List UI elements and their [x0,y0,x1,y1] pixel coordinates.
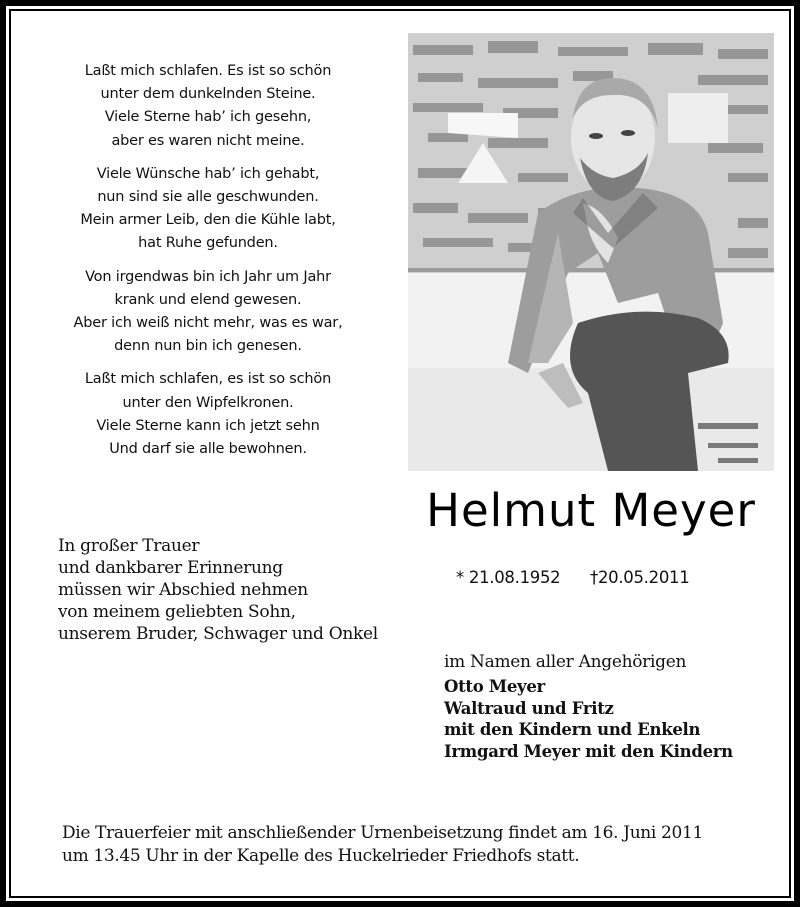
poem-stanza-3 [40,266,376,359]
poem-stanza-4 [40,368,376,461]
poem-line: Von irgendwas bin ich Jahr um Jahr [85,268,331,285]
ceremony-notice [62,822,703,868]
ceremony-line: Die Trauerfeier mit anschließender Urnenbeisetzung findet am 16. Juni 2011 [62,823,703,843]
poem-line: Mein armer Leib, den die Kühle labt, [80,212,336,229]
deceased-name: Helmut Meyer [426,484,756,537]
family-member: Otto Meyer [444,677,545,696]
poem-line: Und darf sie alle bewohnen. [109,441,307,458]
poem-line: aber es waren nicht meine. [111,132,305,149]
death-date: †20.05.2011 [590,568,690,587]
poem-line: Laßt mich schlafen, es ist so schön [84,371,332,388]
mourning-line: unserem Bruder, Schwager und Onkel [58,624,378,644]
mourning-line: und dankbarer Erinnerung [58,558,283,578]
poem-line: Viele Sterne kann ich jetzt sehn [96,417,320,434]
family-member: Waltraud und Fritz [444,698,614,718]
poem [40,60,376,471]
mourning-line: müssen wir Abschied nehmen [58,580,308,600]
family-names [444,676,733,762]
poem-line: Viele Wünsche hab’ ich gehabt, [96,165,320,182]
family-member: mit den Kindern und Enkeln [444,720,701,739]
poem-line: hat Ruhe gefunden. [138,235,278,252]
poem-line: nun sind sie alle geschwunden. [97,189,319,206]
poem-line: Laßt mich schlafen. Es ist so schön [84,63,332,79]
signatures-intro: im Namen aller Angehörigen [444,652,687,672]
family-member: Irmgard Meyer mit den Kindern [444,741,733,761]
poem-stanza-2 [40,163,376,256]
poem-line: krank und elend gewesen. [114,291,302,308]
mourning-line: In großer Trauer [58,536,200,556]
mourning-line: von meinem geliebten Sohn, [58,602,296,622]
poem-stanza-1 [40,60,376,153]
portrait-photo [408,33,774,471]
poem-line: denn nun bin ich genesen. [114,338,302,355]
portrait-image [408,33,774,471]
poem-line: unter den Wipfelkronen. [122,394,294,411]
mourning-text [58,535,378,645]
ceremony-line: um 13.45 Uhr in der Kapelle des Huckelrieder Friedhofs statt. [62,846,580,866]
poem-line: Viele Sterne hab’ ich gesehn, [104,109,312,126]
poem-line: Aber ich weiß nicht mehr, was es war, [73,315,343,332]
birth-date: * 21.08.1952 [456,568,561,587]
signatures [444,651,733,762]
poem-line: unter dem dunkelnden Steine. [100,86,316,103]
